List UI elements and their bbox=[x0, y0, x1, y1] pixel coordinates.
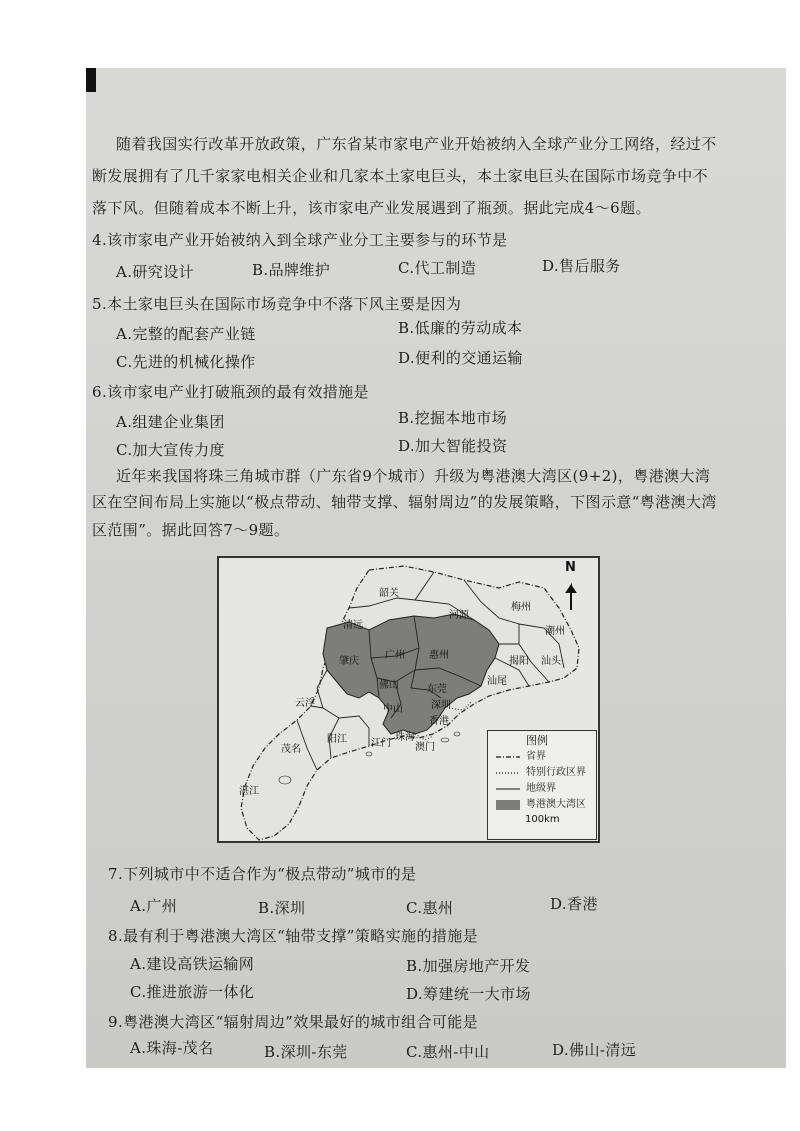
q8-option-b: B.加强房地产开发 bbox=[406, 957, 531, 975]
legend-province bbox=[494, 751, 594, 763]
city-shanwei: 汕尾 bbox=[487, 676, 507, 687]
passage1-line1: 随着我国实行改革开放政策，广东省某市家电产业开始被纳入全球产业分工网络，经过不 bbox=[116, 135, 717, 153]
north-label: N bbox=[565, 560, 576, 575]
q6-stem: 6.该市家电产业打破瓶颈的最有效措施是 bbox=[92, 383, 369, 401]
passage2-line3: 区范围”。据此回答7～9题。 bbox=[92, 521, 290, 539]
legend-sar-label: 特别行政区界 bbox=[526, 767, 586, 778]
q7-option-b: B.深圳 bbox=[258, 899, 306, 917]
city-yunfu: 云浮 bbox=[295, 698, 315, 709]
province-line-symbol bbox=[494, 751, 522, 763]
north-arrow bbox=[567, 586, 575, 610]
q9-stem: 9.粤港澳大湾区“辐射周边”效果最好的城市组合可能是 bbox=[108, 1013, 479, 1031]
city-meizhou: 梅州 bbox=[511, 602, 531, 613]
q7-stem: 7.下列城市中不适合作为“极点带动”城市的是 bbox=[108, 865, 417, 883]
q4-option-b: B.品牌维护 bbox=[252, 261, 331, 279]
sar-line-symbol bbox=[494, 767, 522, 779]
bay-area-swatch bbox=[494, 799, 522, 811]
city-shaoguan: 韶关 bbox=[379, 588, 399, 599]
city-chaozhou: 潮州 bbox=[545, 626, 565, 637]
exam-page bbox=[86, 68, 786, 1068]
city-jiangmen: 江门 bbox=[371, 738, 391, 749]
city-zhuhai: 珠海 bbox=[395, 732, 415, 743]
q9-option-c: C.惠州-中山 bbox=[406, 1043, 490, 1061]
q9-option-d: D.佛山-清远 bbox=[552, 1041, 637, 1059]
legend-sar bbox=[494, 767, 594, 779]
city-shantou-east: 汕头 bbox=[541, 656, 561, 667]
q4-option-c: C.代工制造 bbox=[398, 259, 477, 277]
scale-label: 100km bbox=[525, 814, 560, 825]
page-corner-mark bbox=[86, 68, 96, 92]
city-huizhou: 惠州 bbox=[429, 650, 449, 661]
city-qingyuan: 清远 bbox=[343, 620, 363, 631]
legend-prefecture bbox=[494, 783, 594, 795]
q5-option-b: B.低廉的劳动成本 bbox=[398, 319, 523, 337]
q5-stem: 5.本土家电巨头在国际市场竞争中不落下风主要是因为 bbox=[92, 295, 462, 313]
q7-option-a: A.广州 bbox=[130, 897, 178, 915]
city-dongguan: 东莞 bbox=[427, 684, 447, 695]
q8-stem: 8.最有利于粤港澳大湾区“轴带支撑”策略实施的措施是 bbox=[108, 927, 479, 945]
legend-province-label: 省界 bbox=[526, 751, 546, 762]
passage1-line2: 断发展拥有了几千家家电相关企业和几家本土家电巨头，本土家电巨头在国际市场竞争中不 bbox=[92, 167, 709, 185]
q4-option-d: D.售后服务 bbox=[542, 257, 621, 275]
city-aomen: 澳门 bbox=[415, 742, 435, 753]
q8-option-a: A.建设高铁运输网 bbox=[130, 955, 255, 973]
city-jieyang: 揭阳 bbox=[509, 656, 529, 667]
q9-option-b: B.深圳-东莞 bbox=[264, 1043, 348, 1061]
city-shenzhen: 深圳 bbox=[431, 700, 451, 711]
q8-option-c: C.推进旅游一体化 bbox=[130, 983, 255, 1001]
legend-prefecture-label: 地级界 bbox=[526, 783, 556, 794]
city-yangjiang: 阳江 bbox=[327, 734, 347, 745]
q7-option-c: C.惠州 bbox=[406, 899, 454, 917]
q5-option-a: A.完整的配套产业链 bbox=[116, 325, 256, 343]
legend-bay-area-label: 粤港澳大湾区 bbox=[526, 799, 586, 810]
city-heyuan: 河源 bbox=[449, 610, 469, 621]
city-guangzhou: 广州 bbox=[385, 650, 405, 661]
q9-option-a: A.珠海-茂名 bbox=[130, 1039, 214, 1057]
legend-title: 图例 bbox=[526, 734, 548, 747]
city-zhongshan: 中山 bbox=[383, 704, 403, 715]
bay-area-map bbox=[217, 556, 600, 843]
q6-option-d: D.加大智能投资 bbox=[398, 437, 508, 455]
city-maoming: 茂名 bbox=[281, 744, 301, 755]
city-zhaoqing: 肇庆 bbox=[339, 656, 359, 667]
q4-option-a: A.研究设计 bbox=[116, 263, 195, 281]
city-foshan: 佛山 bbox=[379, 680, 399, 691]
q4-stem: 4.该市家电产业开始被纳入到全球产业分工主要参与的环节是 bbox=[92, 231, 508, 249]
city-zhanjiang: 湛江 bbox=[239, 786, 259, 797]
prefecture-line-symbol bbox=[494, 783, 522, 795]
q5-option-d: D.便利的交通运输 bbox=[398, 349, 523, 367]
q7-option-d: D.香港 bbox=[550, 895, 598, 913]
legend-bay-area bbox=[494, 799, 594, 811]
passage1-line3: 落下风。但随着成本不断上升，该市家电产业发展遇到了瓶颈。据此完成4～6题。 bbox=[92, 199, 651, 217]
passage2-line1: 近年来我国将珠三角城市群（广东省9个城市）升级为粤港澳大湾区(9+2)，粤港澳大湾 bbox=[116, 467, 711, 485]
q8-option-d: D.筹建统一大市场 bbox=[406, 985, 531, 1003]
passage2-line2: 区在空间布局上实施以“极点带动、轴带支撑、辐射周边”的发展策略，下图示意“粤港澳大湾 bbox=[92, 493, 717, 511]
q5-option-c: C.先进的机械化操作 bbox=[116, 353, 256, 371]
q6-option-b: B.挖掘本地市场 bbox=[398, 409, 507, 427]
city-xianggang: 香港 bbox=[429, 716, 449, 727]
q6-option-c: C.加大宣传力度 bbox=[116, 441, 225, 459]
q6-option-a: A.组建企业集团 bbox=[116, 413, 225, 431]
